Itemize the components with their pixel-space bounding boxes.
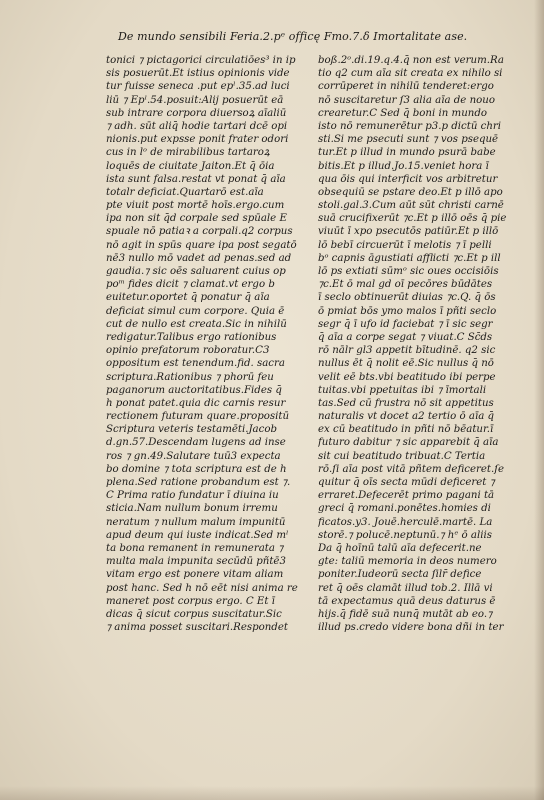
left-column-line: deficiat simul cum corpore. Quia ē [106, 305, 285, 317]
left-column-line: euitetur.oportet q̄ ponatur q̄ aīa [106, 292, 270, 304]
right-column-line: hijs.q̄ fidē suā nunq̄ mutāt ab eo.⁊ [318, 608, 493, 620]
right-column-line: boß.2ᵒ.di.19.q.4.q̄ non est verum.Ra [318, 55, 504, 66]
left-column-line: oppositum est tenendum.fid. sacra [106, 358, 285, 370]
right-column-line: ficatos.y3. Jouē.herculē.martē. La [318, 516, 493, 528]
left-column-line: apud deum qui iuste indicat.Sed mˡ [106, 529, 289, 541]
right-column-line: stoli.gal.3.Cum aūt sūt christi carnē [318, 200, 504, 212]
left-column-line: nē3 nullo mō vadet ad penas.sed ad [106, 252, 292, 264]
right-column-line: ret q̄ oēs clamāt illud tob.2. Illā vi [318, 582, 493, 594]
right-column-line: corrūperet in nihilū tenderet:ergo [318, 81, 494, 93]
left-column-line: nionis.put expsse ponit frater odori [106, 134, 289, 146]
right-column-line: ex cū beatitudo in pñti nō bēatur.ī [318, 424, 494, 436]
left-column-line: sub intrare corpora diuersoꝝ aīaliū [106, 107, 287, 119]
left-column-line: vitam ergo est ponere vitam aliam [106, 569, 284, 581]
right-column-line: segr q̄ ī ufo id faciebat ⁊ ī sic segr [318, 318, 493, 330]
left-column-line: multa mala impunita secūdū pñtē3 [106, 556, 286, 568]
left-column-line: C Prima ratio fundatur ī diuina iu [106, 490, 279, 502]
right-column-line: rō.ſi aīa post vitā pñtem deficeret.ſe [318, 463, 505, 475]
right-column-line: tas.Sed cū frustra nō sit appetitus [318, 397, 494, 409]
right-column-line: velit eē bts.vbi beatitudo ibi perpe [318, 371, 496, 383]
left-text-column [106, 54, 311, 634]
left-column-line: d.gn.57.Descendam lugens ad inse [106, 437, 286, 449]
right-column-line: obsequiū se pstare deo.Et p illō apo [318, 186, 503, 198]
left-column-line: maneret post corpus ergo. C Et ī [106, 595, 275, 607]
right-column-line: futuro dabitur ⁊ sic apparebit q̄ aīa [318, 437, 499, 449]
left-column-line: tonici ⁊ pictagorici circulatiōes³ in ip [106, 55, 296, 66]
left-column-line: ta bona remanent in remunerata ⁊ [106, 542, 284, 554]
left-column-line: h ponat patet.quia dic carnis resur [106, 397, 286, 409]
left-column-line: rectionem futuram quare.propositū [106, 411, 290, 423]
left-column-line: gaudia.⁊ sic oēs saluarent cuius op [106, 266, 286, 277]
left-column-line: neratum ⁊ nullum malum impunitū [106, 516, 286, 528]
right-column-line: illud ps.credo videre bona dñi in ter [318, 622, 504, 634]
right-column-line: greci q̄ romani.ponētes.homies di [318, 503, 491, 515]
right-text-column [318, 54, 530, 634]
left-column-line: post hanc. Sed h nō eēt nisi anima re [106, 582, 298, 594]
running-head: De mundo sensibili Feria.2.pᵉ officę Fmo.7.δ Imortalitate ase. [118, 30, 468, 43]
left-column-line: loquēs de ciuitate Jaiton.Et q̄ ōia [106, 160, 275, 172]
right-column-line: ī seclo obtinuerūt diuias ⁊c.Q. q̄ ōs [318, 292, 496, 304]
left-column-line: sis posuerūt.Et istius opinionis vide [106, 68, 290, 80]
right-column-line: tuitas.vbi ppetuitas ibi ⁊ īmortali [318, 384, 487, 396]
right-column-line: isto nō remunerētur p3.p dictū chri [318, 120, 502, 132]
right-column-line: suā crucifixerūt ⁊c.Et p illō oēs q̄ pie [318, 213, 507, 225]
right-column-line: naturalis vt docet a2 tertio ō aīa q̄ [318, 411, 495, 423]
left-column-line: plena.Sed ratione probandum est ⁊. [106, 477, 291, 488]
left-column-line: scriptura.Rationibus ⁊ phorū feu [106, 371, 274, 383]
right-column-line: bitis.Et p illud.Jo.15.veniet hora ī [318, 160, 489, 172]
left-column-line: paganorum auctoritatibus.Fides q̄ [106, 384, 282, 396]
left-column-line: ros ⁊ gn.49.Salutare tuū3 expecta [106, 450, 281, 462]
left-column-line: opinio prefatorum roboratur.C3 [106, 345, 270, 357]
left-column-line: bo domine ⁊ tota scriptura est de h [106, 463, 287, 475]
page-edge-shadow [534, 0, 544, 800]
left-column-line: pte viuit post mortē hoīs.ergo.cum [106, 200, 285, 212]
right-column-line: lō ps extiati sūmᵒ sic oues occisiōis [318, 266, 499, 277]
right-column-line: tā expectamus quā deus daturus ē [318, 595, 496, 607]
right-column-line: sti.Si me psecuti sunt ⁊ vos psequē [318, 134, 499, 146]
left-column-line: dicas q̄ sicut corpus suscitatur.Sic [106, 608, 282, 620]
right-column-line: storē.⁊ polucē.neptunū.⁊ hᵉ ō aliis [318, 529, 492, 541]
left-column-line: redigatur.Talibus ergo rationibus [106, 331, 277, 343]
right-column-line: viuūt ī xpo psecutōs patiūr.Et p illō [318, 226, 499, 238]
left-column-line: ⁊ adh. sūt aliq̄ hodie tartari dcē opi [106, 120, 288, 132]
right-column-line: tur.Et p illud in mundo psurā babe [318, 147, 496, 159]
right-column-line: gte: taliū memoria in deos numero [318, 556, 497, 568]
right-column-line: crearetur.C Sed q̄ boni in mundo [318, 107, 487, 119]
left-column-line: ⁊ anima posset suscitari.Respondet [106, 622, 288, 634]
right-column-line: sit cui beatitudo tribuat.C Tertia [318, 450, 486, 462]
page-bottom-shadow [0, 786, 544, 800]
left-column-line: sticia.Nam nullum bonum irremu [106, 503, 278, 515]
left-column-line: totalr deficiat.Quartarō est.aīa [106, 186, 264, 198]
right-column-line: ō pmiat bōs ymo malos ī pñti seclo [318, 305, 497, 317]
left-column-line: ipa non sit q̄d corpale sed spūale E [106, 213, 287, 225]
right-column-line: qua ōis qui interficit vos arbitretur [318, 173, 498, 185]
right-column-line: rō nālr gl3 appetit bītudinē. q2 sic [318, 345, 496, 357]
left-column-line: cus in lᵒ de mirabilibus tartaroꝝ [106, 147, 270, 159]
left-column-line: ista sunt falsa.restat vt ponat q̄ aīa [106, 173, 286, 185]
left-column-line: cut de nullo est creata.Sic in nihilū [106, 318, 287, 330]
left-column-line: spuale nō patiaꝛ a corpali.q2 corpus [106, 226, 293, 238]
left-column-line: poᵐ fides dicit ⁊ clamat.vt ergo b [106, 279, 275, 291]
right-column-line: q̄ aīa a corpe segat ⁊ viuat.C Sc̄ds [318, 331, 493, 343]
right-column-line: poniter.Iudeorū secta ſilr̄ defice [318, 569, 482, 581]
right-column-line: lō bebī circuerūt ī melotis ⁊ ī pelli [318, 239, 492, 251]
left-column-line: tur fuisse seneca .put epˡ.35.ad luci [106, 81, 290, 93]
left-column-line: Scriptura veteris testamēti.Jacob [106, 424, 277, 436]
right-column-line: quitur q̄ oīs secta mūdi deficeret ⁊ [318, 477, 495, 488]
right-column-line: nullus ēt q̄ nolit eē.Sic nullus q̄ nō [318, 358, 494, 370]
left-column-line: liū ⁊ Epˡ.54.posuit:Alij posuerūt eā [106, 94, 284, 106]
right-column-line: ⁊c.Et ō mal gd oī pecōres būdātes [318, 279, 493, 291]
right-column-line: nō suscitaretur ſ3 alia aīa de nouo [318, 94, 495, 106]
left-column-line: nō agit in spūs quare ipa post segatō [106, 239, 297, 251]
right-column-line: bᵒ capnis āgustiati afflicti ⁊c.Et p ill [318, 252, 501, 264]
right-column-line: tio q2 cum aīa sit creata ex nihilo si [318, 68, 503, 80]
right-column-line: erraret.Defecerēt primo pagani tā [318, 490, 495, 502]
right-column-line: Da q̄ hoīnū talū aīa defecerit.ne [318, 542, 482, 554]
